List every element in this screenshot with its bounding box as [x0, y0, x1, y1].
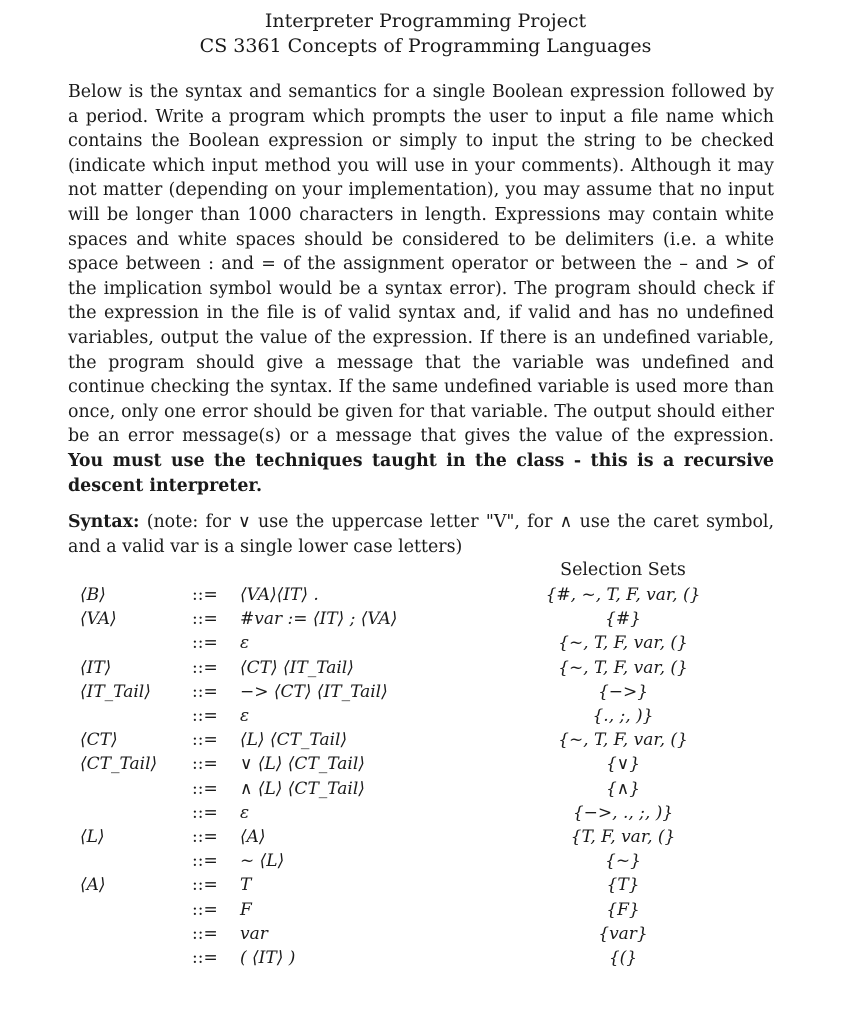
grammar-production: −> ⟨CT⟩ ⟨IT_Tail⟩: [240, 681, 388, 702]
document-title: Interpreter Programming Project: [264, 10, 587, 32]
grammar-production: #var := ⟨IT⟩ ; ⟨VA⟩: [240, 609, 398, 630]
grammar-operator: ::=: [192, 681, 218, 702]
syntax-section: [68, 510, 774, 559]
grammar-nonterminal: ⟨IT_Tail⟩: [80, 681, 151, 702]
grammar-operator: ::=: [192, 609, 218, 630]
grammar-operator: ::=: [192, 633, 218, 654]
grammar-production: ∧ ⟨L⟩ ⟨CT_Tail⟩: [240, 778, 365, 799]
grammar-production: ⟨A⟩: [240, 827, 266, 847]
grammar-operator: ::=: [192, 754, 218, 775]
grammar-nonterminal: ⟨L⟩: [80, 827, 105, 847]
grammar-production: ⟨CT⟩ ⟨IT_Tail⟩: [240, 657, 354, 678]
grammar-operator: ::=: [192, 657, 218, 678]
grammar-production: ε: [240, 802, 250, 823]
grammar-nonterminal: ⟨IT⟩: [80, 657, 112, 678]
syntax-note: (note: for ∨ use the uppercase letter "V", for ∧ use the caret symbol, and a valid var is a single lower case letters): [68, 512, 775, 557]
grammar-selection-set: {∨}: [605, 754, 641, 775]
grammar-production: ⟨L⟩ ⟨CT_Tail⟩: [240, 730, 348, 751]
grammar-operator: ::=: [192, 778, 218, 799]
grammar-selection-set: {(}: [608, 948, 638, 968]
grammar-selection-set: {#}: [605, 609, 641, 630]
grammar-selection-set: {T}: [606, 875, 640, 896]
grammar-selection-set: {~, T, F, var, (}: [558, 657, 688, 678]
grammar-operator: ::=: [192, 948, 218, 968]
grammar-selection-set: {−>, ., ;, )}: [572, 802, 674, 823]
grammar-operator: ::=: [192, 827, 218, 847]
grammar-operator: ::=: [192, 802, 218, 823]
grammar-operator: ::=: [192, 706, 218, 726]
grammar-selection-set: {var}: [598, 923, 648, 944]
grammar-selection-set: {~}: [605, 851, 641, 872]
course-subtitle: CS 3361 Concepts of Programming Languages: [199, 35, 652, 57]
grammar-production: ε: [240, 706, 250, 726]
grammar-selection-set: {~, T, F, var, (}: [558, 730, 688, 751]
emphasis-text: You must use the techniques taught in the class - this is a recursive descent interpreter.: [68, 450, 774, 496]
grammar-operator: ::=: [192, 875, 218, 896]
description-paragraph: [68, 80, 774, 498]
syntax-label: Syntax:: [68, 512, 140, 532]
description-text: Below is the syntax and semantics for a single Boolean expression followed by a period. Write a program which prompts the user to input a file name which contains the Boolean expression or simply to input the string to be checked (indicate which input method you will use in your comments). Although it may not matter (depending on your implementation), you may assume that no input will be longer than 1000 characters in length. Expressions may contain white spaces and white spaces should be considered to be delimiters (i.e. a white space between : and = of the assignment operator or between the – and > of the implication symbol would be a syntax error). The program should check if the expression in the file is of valid syntax and, if valid and has no undefined variables, output the value of the expression. If there is an undefined variable, the program should give a message that the variable was undefined and continue checking the syntax. If the same undefined variable is used more than once, only one error should be given for that variable. The output should either be an error message(s) or a message that gives the value of the expression.: [68, 82, 774, 447]
grammar-selection-set: {#, ~, T, F, var, (}: [545, 585, 701, 605]
grammar-selection-set: {~, T, F, var, (}: [558, 633, 688, 654]
grammar-production: var: [240, 923, 268, 944]
grammar-nonterminal: ⟨CT_Tail⟩: [80, 754, 158, 775]
grammar-production: T: [240, 875, 252, 896]
grammar-production: ⟨VA⟩⟨IT⟩ .: [240, 585, 319, 605]
grammar-production: ( ⟨IT⟩ ): [240, 948, 296, 968]
grammar-operator: ::=: [192, 923, 218, 944]
grammar-operator: ::=: [192, 730, 218, 751]
grammar-nonterminal: ⟨VA⟩: [80, 609, 117, 630]
grammar-operator: ::=: [192, 585, 218, 605]
grammar-selection-set: {−>}: [597, 681, 649, 702]
grammar-production: ~ ⟨L⟩: [240, 851, 285, 872]
grammar-production: ∨ ⟨L⟩ ⟨CT_Tail⟩: [240, 754, 365, 775]
grammar-production: F: [240, 899, 252, 920]
grammar-nonterminal: ⟨A⟩: [80, 875, 106, 896]
grammar-operator: ::=: [192, 851, 218, 872]
selection-sets-header: Selection Sets: [560, 560, 686, 580]
grammar-production: ε: [240, 633, 250, 654]
grammar-selection-set: {∧}: [605, 778, 641, 799]
grammar-nonterminal: ⟨B⟩: [80, 585, 106, 605]
grammar-operator: ::=: [192, 899, 218, 920]
grammar-selection-set: {F}: [606, 899, 640, 920]
grammar-nonterminal: ⟨CT⟩: [80, 730, 118, 751]
grammar-selection-set: {., ;, )}: [592, 706, 654, 726]
grammar-selection-set: {T, F, var, (}: [570, 827, 676, 847]
